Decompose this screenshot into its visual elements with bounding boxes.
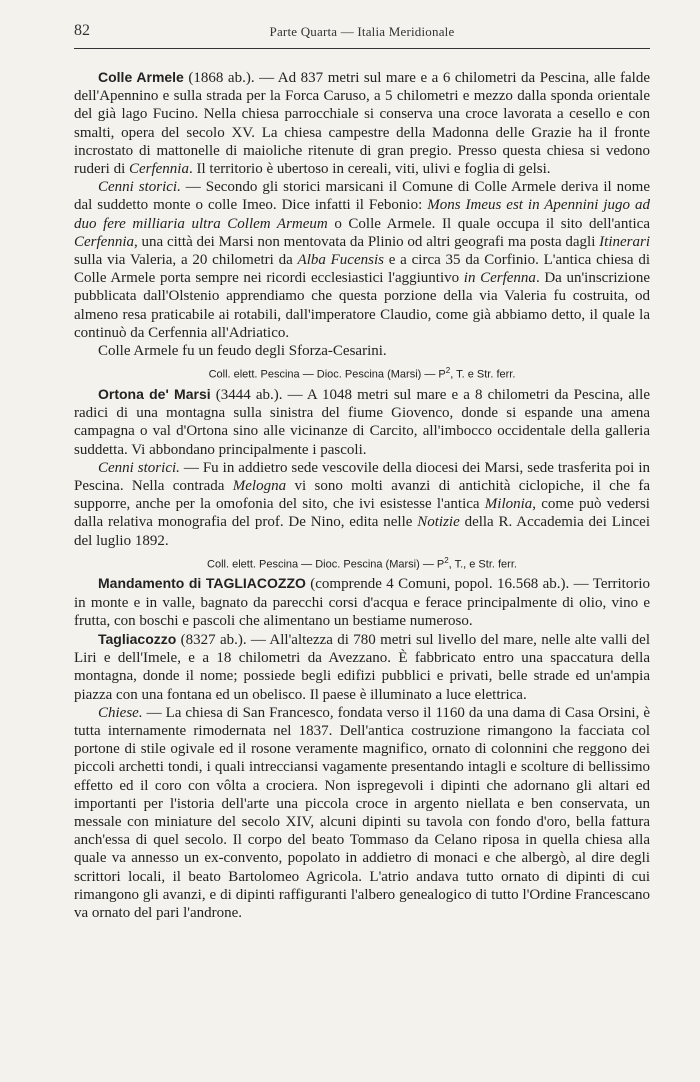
- tagliacozzo-chiese: Chiese. — La chiesa di San Francesco, fondata verso il 1160 da una dama di Casa Orsini, è tutta internamente rimodernata nel 1837. Dell'antica costruzione rimangono la facciata col portone di stile ogivale ed il rosone veramente magnifico, ornato di colonnini che reggono dei piccoli archetti tondi, i quali intrecciansi vagamente presentando intagli e scolture di bellissimo effetto ed il coro con vôlta a crociera. Non ispregevoli i dipinti che adornano gli altari ed importanti per l'istoria dell'arte una piccola croce in argento niellata e ben conservata, un messale con miniature del secolo XIV, alcuni dipinti su tavola con fondo d'oro, bella fattura anch'essa di quel secolo. Il corpo del beato Tommaso da Celano riposa in quella chiesa alla quale va annesso un ex-convento, popolato in addietro di monaci e che albergò, al dire degli scrittori locali, il beato Bartolomeo Agricola. L'atrio andava tutto ornato di dipinti di cui rimangono gli avanzi, e di dipinti raffiguranti l'albero genealogico di tutto l'Ordine Francescano va ornato del pari l'androne.: [74, 704, 650, 922]
- colle-armele-paragraph: Colle Armele (1868 ab.). — Ad 837 metri sul mare e a 6 chilometri da Pescina, alle falde dell'Apennino e sulla strada per la Forca Caruso, a 5 chilometri e mezzo dalla sponda orientale del già lago Fucino. Nella chiesa parrocchiale si conserva una croce lavorata a cesello e con smalti, opera del secolo XV. La chiesa campestre della Madonna delle Grazie ha il fronte incrostato di mattonelle di maioliche ritenute di gran pregio. Presso questa chiesa si vedono ruderi di Cerfennia. Il territorio è ubertoso in cereali, viti, ulivi e foglia di gelsi.: [74, 69, 650, 178]
- entry-heading: Colle Armele: [98, 69, 184, 85]
- section-label: Chiese.: [98, 704, 143, 721]
- section-label: Cenni storici.: [98, 459, 180, 476]
- page-number: 82: [74, 22, 90, 39]
- entry-heading: Ortona de' Marsi: [98, 385, 211, 402]
- page-body: [74, 68, 650, 922]
- ortona-history: Cenni storici. — Fu in addietro sede vescovile della diocesi dei Marsi, sede trasferita poi in Pescina. Nella contrada Melogna vi sono molti avanzi di antichità ciclopiche, il che fa supporre, anche per la omofonia del sito, che ivi esistesse l'antica Milonia, come può vedersi dalla relativa monografia del prof. De Nino, edita nelle Notizie della R. Accademia dei Lincei del luglio 1892.: [74, 459, 651, 549]
- colle-armele-feudo: Colle Armele fu un feudo degli Sforza-Cesarini.: [98, 343, 387, 360]
- colle-armele-note: Coll. elett. Pescina — Dioc. Pescina (Marsi) — $P^2$, T. e Str. ferr.: [208, 366, 516, 381]
- mandamento-paragraph: Mandamento di TAGLIACOZZO (comprende 4 Comuni, popol. 16.568 ab.). — Territorio in monte e in valle, bagnato da parecchi corsi d'acqua e ferace principalmente di olio, vino e frutta, con boschi e pascoli che alimentano un bestiame numeroso.: [74, 575, 650, 629]
- section-label: Cenni storici.: [98, 179, 181, 196]
- header-rule: [74, 48, 650, 49]
- entry-heading: Tagliacozzo: [98, 631, 177, 647]
- running-head: Parte Quarta — Italia Meridionale: [269, 24, 455, 39]
- entry-heading: Mandamento di TAGLIACOZZO: [98, 575, 306, 592]
- tagliacozzo-paragraph: Tagliacozzo (8327 ab.). — All'altezza di 780 metri sul livello del mare, nelle alte valli del Liri e dell'Imele, e a 18 chilometri da Avezzano. È fabbricato entro una spaccatura della montagna, donde il nome; possiede begli edifizi pubblici e privati, belle strade ed un'ampia piazza con una fontana ed un obelisco. Il paese è illuminato a luce elettrica.: [74, 631, 650, 703]
- colle-armele-history: Cenni storici. — Secondo gli storici marsicani il Comune di Colle Armele deriva il nome dal suddetto monte o colle Imeo. Dice infatti il Febonio: Mons Imeus est in Apennini jugo ad duo fere milliaria ultra Collem Armeum o Colle Armele. Il quale occupa il sito dell'antica Cerfennia, una città dei Marsi non mentovata da Plinio od altri geografi ma posta dagli Itinerari sulla via Valeria, a 20 chilometri da Alba Fucensis e a circa 35 da Corfinio. L'antica chiesa di Colle Armele porta sempre nei ricordi ecclesiastici l'aggiuntivo in Cerfenna. Da un'inscrizione pubblicata dall'Olstenio apprendiamo che questa porzione della via Valeria fu costruita, od almeno resa praticabile ai rotabili, dall'imperatore Claudio, come già abbiamo detto, il quale la continuò da Cerfennia all'Adriatico.: [74, 179, 650, 341]
- ortona-note: Coll. elett. Pescina — Dioc. Pescina (Marsi) — $P^2$, T., e Str. ferr.: [207, 555, 517, 571]
- ortona-paragraph: Ortona de' Marsi (3444 ab.). — A 1048 metri sul mare e a 8 chilometri da Pescina, alle radici di una montagna sulla sinistra del fiume Giovenco, donde si espande una amena campagna o val d'Ortona sino alle vicinanze di Carcito, all'imbocco occidentale della galleria suddetta. Vi abbondano principalmente i pascoli.: [74, 385, 650, 458]
